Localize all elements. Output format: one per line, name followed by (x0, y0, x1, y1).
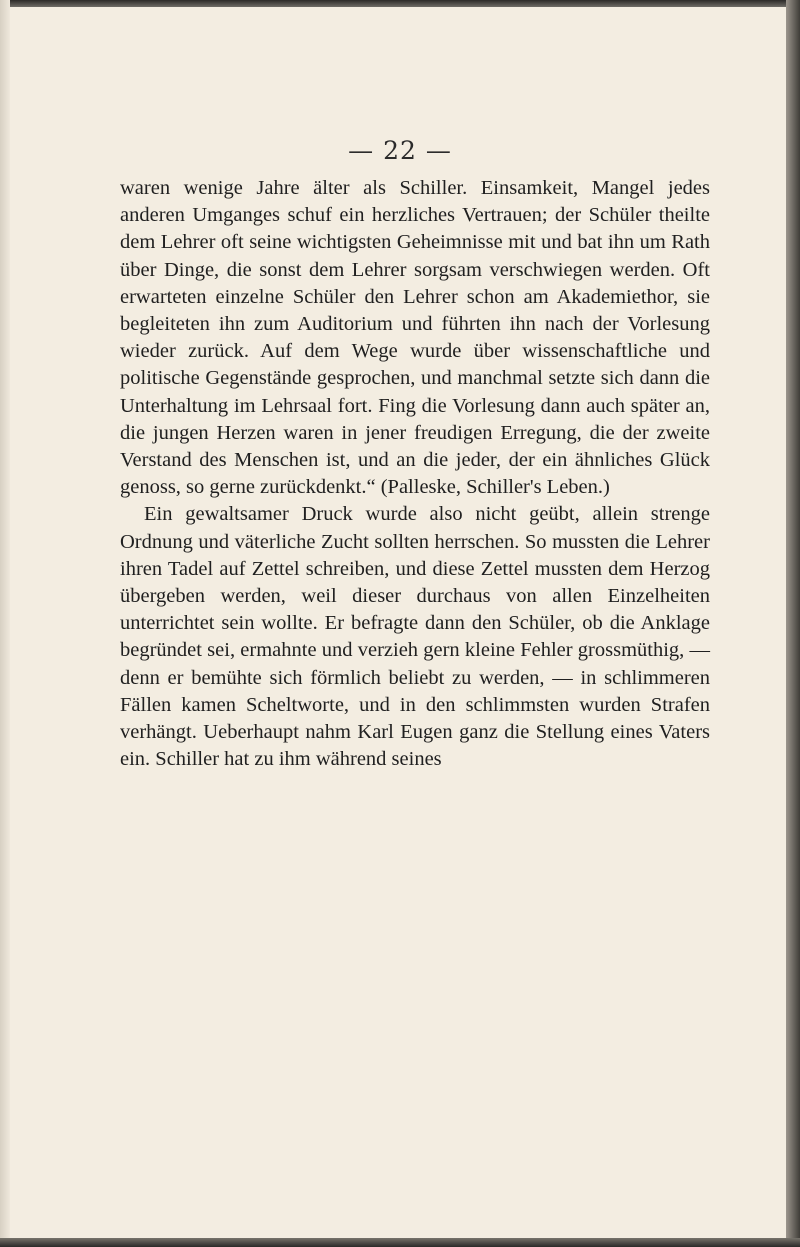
page-text (120, 175, 710, 773)
paragraph-1: waren wenige Jahre älter als Schiller. Einsamkeit, Mangel jedes anderen Umganges schuf ein herzliches Vertrauen; der Schüler theilte dem Lehrer oft seine wichtigsten Geheimnisse mit und bat ihn um Rath über Dinge, die sonst dem Lehrer sorgsam verschwiegen werden. Oft erwarteten einzelne Schüler den Lehrer schon am Akademiethor, sie begleiteten ihn zum Auditorium und führten ihn nach der Vorlesung wieder zurück. Auf dem Wege wurde über wissenschaftliche und politische Gegenstände gesprochen, und manchmal setzte sich dann die Unterhaltung im Lehrsaal fort. Fing die Vorlesung dann auch später an, die jungen Herzen waren in jener freudigen Erregung, die der zweite Verstand des Menschen ist, und an die jeder, der ein ähnliches Glück genoss, so gerne zurückdenkt.“ (Palleske, Schiller's Leben.) (120, 177, 710, 499)
paragraph-2: Ein gewaltsamer Druck wurde also nicht geübt, allein strenge Ordnung und väterliche Zucht sollten herrschen. So mussten die Lehrer ihren Tadel auf Zettel schreiben, und diese Zettel mussten dem Herzog übergeben werden, weil dieser durchaus von allen Einzelheiten unterrichtet sein wollte. Er befragte dann den Schüler, ob die Anklage begründet sei, ermahnte und verzieh gern kleine Fehler grossmüthig, — denn er bemühte sich förmlich beliebt zu werden, — in schlimmeren Fällen kamen Scheltworte, und in den schlimmsten wurden Strafen verhängt. Ueberhaupt nahm Karl Eugen ganz die Stellung eines Vaters ein. Schiller hat zu ihm während seines (120, 503, 710, 771)
page-left-edge (0, 0, 10, 1247)
page-bottom-edge (0, 1238, 800, 1247)
page-number: — 22 — (348, 136, 452, 165)
page-top-edge (0, 0, 800, 7)
page-right-edge (786, 0, 800, 1247)
